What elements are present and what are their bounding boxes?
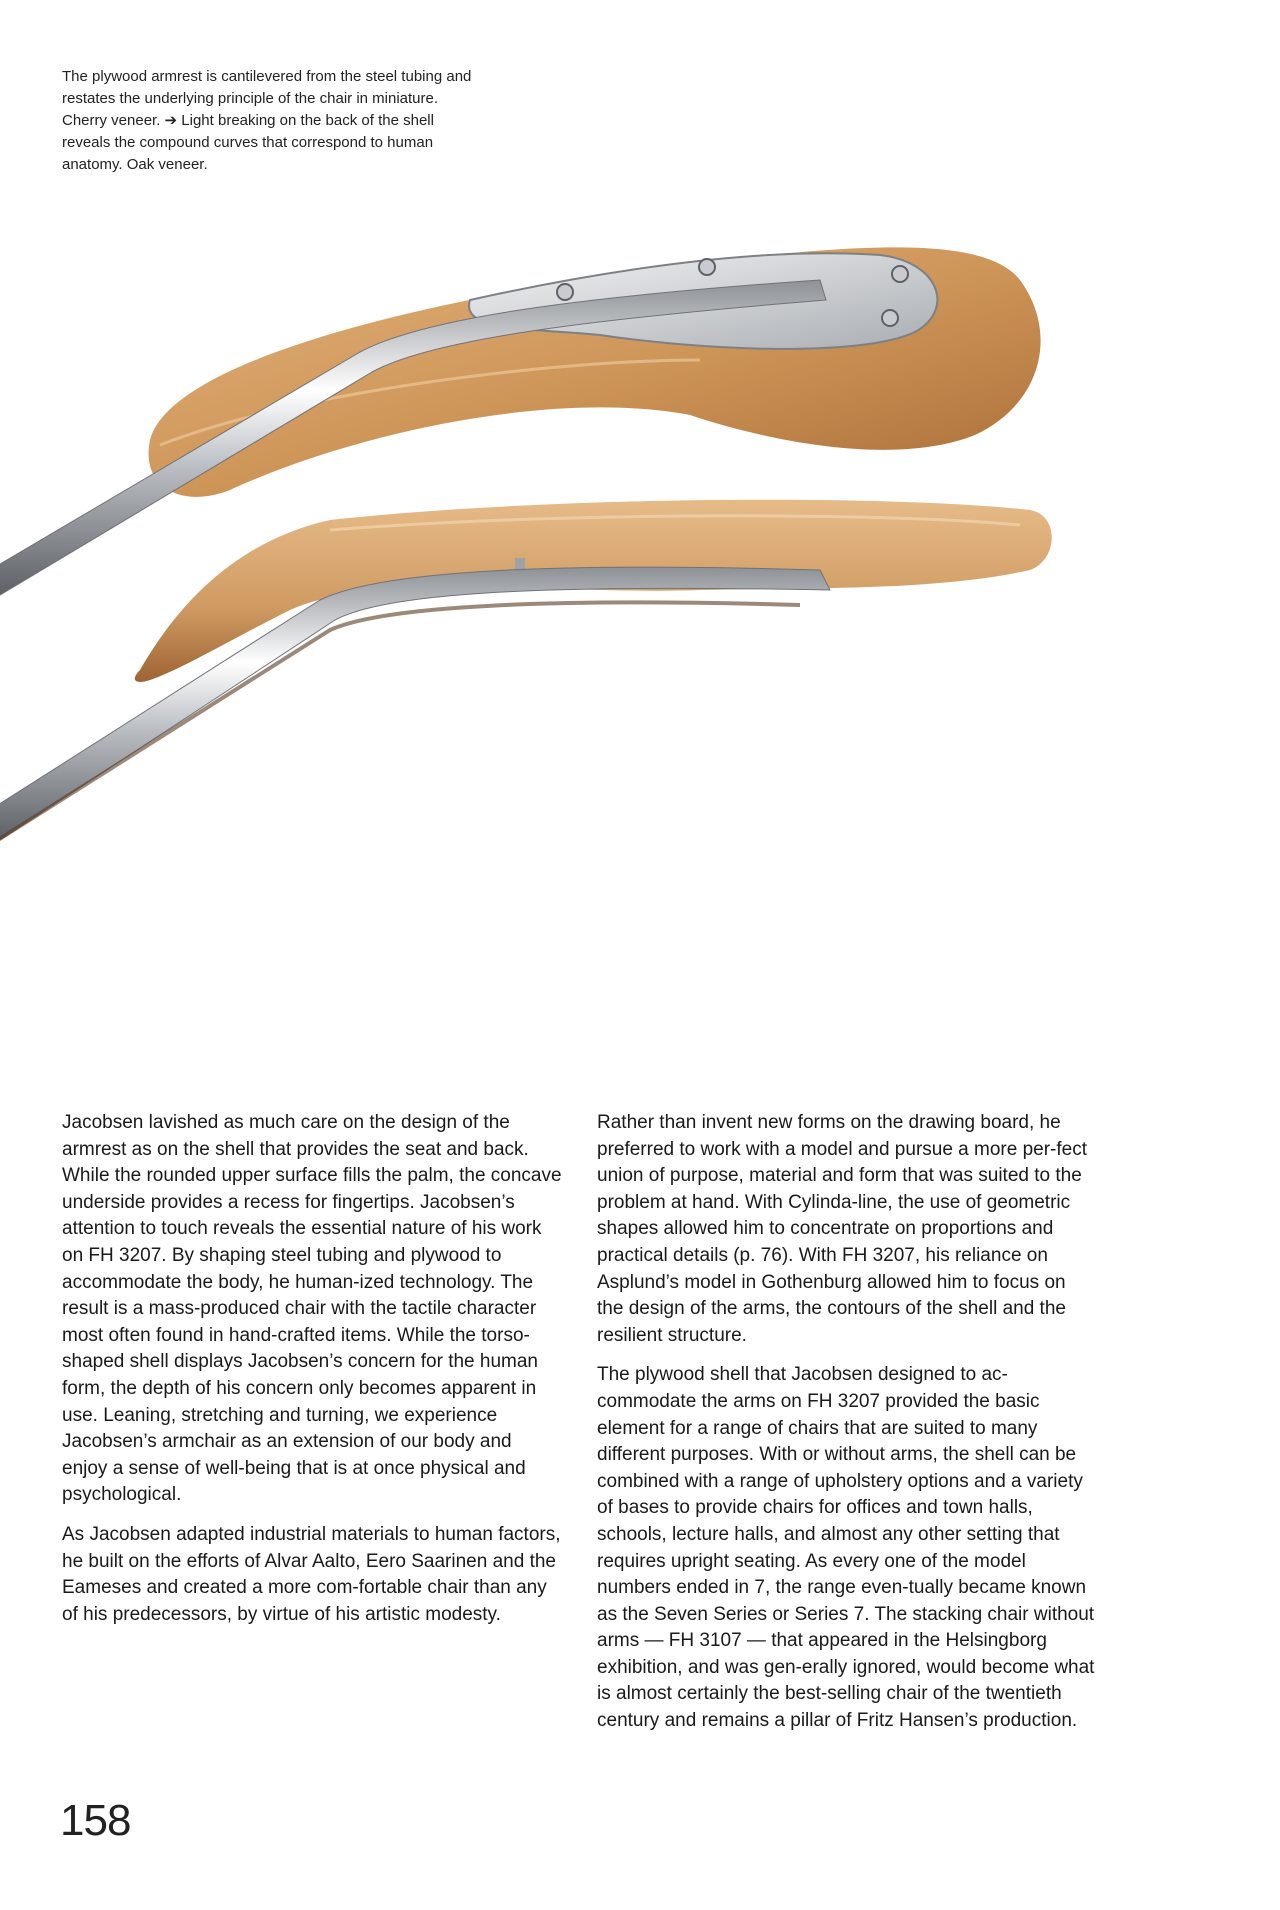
page-number: 158 [60, 1796, 131, 1845]
body-column-left [62, 1110, 562, 1641]
screw-icon [557, 284, 573, 300]
photo-caption: The plywood armrest is cantilevered from the steel tubing and restates the underlying principle of the chair in miniature. Cherry veneer. ➔ Light breaking on the back of the shell reveals the compound curves that correspond to human anatomy. Oak veneer. [62, 68, 472, 173]
lower-tube [0, 567, 830, 840]
screw-icon [892, 266, 908, 282]
paragraph: Rather than invent new forms on the drawing board, he preferred to work with a model and pursue a more per-fect union of purpose, material and form that was suited to the problem at hand. With Cylinda-line, the use of geometric shapes allowed him to concentrate on proportions and practical details (p. 76). With FH 3207, his reliance on Asplund’s model in Gothenburg allowed him to focus on the design of the arms, the contours of the shell and the resilient structure. [597, 1112, 1088, 1346]
armrest-photo [0, 240, 1280, 1060]
screw-icon [699, 259, 715, 275]
paragraph: As Jacobsen adapted industrial materials to human factors, he built on the efforts of Alvar Aalto, Eero Saarinen and the Eameses and created a more com-fortable chair than any of his predecessors, by virtue of his artistic modesty. [62, 1523, 561, 1625]
paragraph: The plywood shell that Jacobsen designed to ac-commodate the arms on FH 3207 provided the basic element for a range of chairs that are suited to many different purposes. With or without arms, the shell can be combined with a range of upholstery options and a variety of bases to provide chairs for offices and town halls, schools, lecture halls, and almost any other setting that requires upright seating. As every one of the model numbers ended in 7, the range even-tually became known as the Seven Series or Series 7. The stacking chair without arms — FH 3107 — that appeared in the Helsingborg exhibition, and was gen-erally ignored, would become what is almost certainly the best-selling chair of the twentieth century and remains a pillar of Fritz Hansen’s production. [597, 1364, 1095, 1732]
screw-icon [882, 310, 898, 326]
body-column-right [597, 1110, 1097, 1748]
paragraph: Jacobsen lavished as much care on the design of the armrest as on the shell that provides the seat and back. While the rounded upper surface fills the palm, the concave underside provides a recess for fingertips. Jacobsen’s attention to touch reveals the essential nature of his work on FH 3207. By shaping steel tubing and plywood to accommodate the body, he human-ized technology. The result is a mass-produced chair with the tactile character most often found in hand-crafted items. While the torso-shaped shell displays Jacobsen’s concern for the human form, the depth of his concern only becomes apparent in use. Leaning, stretching and turning, we experience Jacobsen’s armchair as an extension of our body and enjoy a sense of well-being that is at once physical and psychological. [62, 1112, 562, 1506]
